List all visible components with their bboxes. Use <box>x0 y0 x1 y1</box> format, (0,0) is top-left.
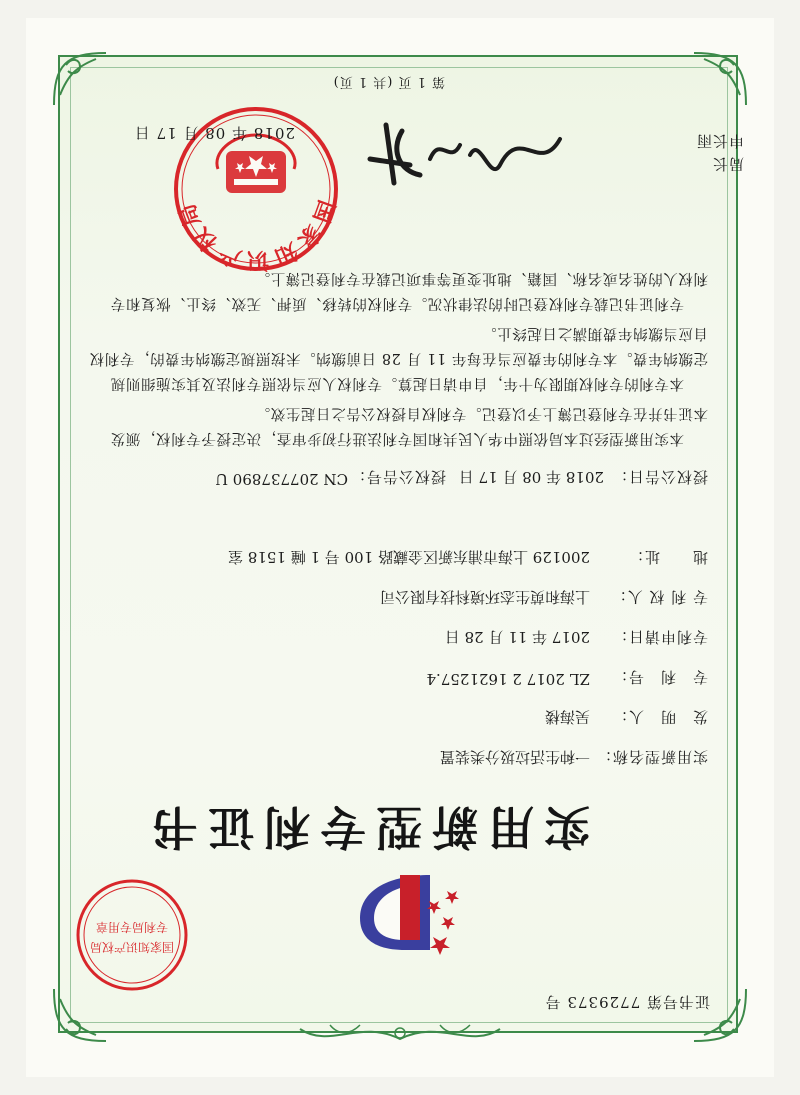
field-label-patentee: 专 利 权 人： <box>610 588 708 606</box>
body-line: 本证书并在专利登记簿上予以登记。专利权自授权公告之日起生效。 <box>255 405 708 421</box>
body-line: 利权人的姓名或名称、国籍、地址变更等事项记载在专利登记簿上。 <box>255 270 708 286</box>
field-value-name: 一种生活垃圾分类装置 <box>439 748 590 766</box>
corner-ornament-bottom-right-icon <box>46 45 116 115</box>
field-value-grant-date: 2018 年 08 月 17 日 <box>458 468 604 486</box>
page-info: 第 1 页 (共 1 页) <box>332 74 445 89</box>
svg-text:国家知识产权局 <box>173 197 340 273</box>
certificate-number-prefix: 证书号第 <box>645 993 710 1011</box>
body-line: 专利证书记载专利权登记时的法律状况。专利权的转移、质押、无效、终止、恢复和专 <box>110 295 684 311</box>
body-line: 自应当缴纳年费期满之日起终止。 <box>481 325 708 341</box>
director-name: 申长雨 <box>695 132 744 150</box>
certificate-title: 实用新型专利证书 <box>142 800 590 854</box>
corner-ornament-top-left-icon <box>684 979 754 1049</box>
field-label-application-date: 专利申请日： <box>611 628 708 646</box>
certificate-number-line <box>545 992 710 1013</box>
field-label-name: 实用新型名称： <box>595 748 708 766</box>
top-scroll-ornament-icon <box>290 1013 510 1053</box>
patent-office-logo-icon <box>340 860 460 970</box>
field-value-grant-number: CN 207737890 U <box>215 470 348 488</box>
field-value-address: 200129 上海市浦东新区金藏路 100 号 1 幢 1518 室 <box>228 548 590 566</box>
small-seal-line-2: 专利局专用章 <box>95 920 169 934</box>
field-value-patentee: 上海和萸生态环境科技有限公司 <box>379 588 590 606</box>
certificate-number-suffix: 号 <box>544 993 561 1011</box>
field-label-patent-number: 专 利 号： <box>611 668 708 686</box>
body-line: 本实用新型经过本局依照中华人民共和国专利法进行初步审查，决定授予专利权，颁发 <box>110 430 684 446</box>
patent-office-small-seal <box>72 875 192 995</box>
field-value-inventor: 吴海楼 <box>544 708 590 726</box>
field-label-inventor: 发 明 人： <box>611 708 708 726</box>
corner-ornament-bottom-left-icon <box>684 45 754 115</box>
small-seal-line-1: 国家知识产权局 <box>89 940 175 954</box>
body-line: 定缴纳年费。本专利的年费应当在每年 11 月 28 日前缴纳。未按照规定缴纳年费的，专利权 <box>89 350 708 366</box>
director-title: 局长 <box>711 155 744 173</box>
field-value-patent-number: ZL 2017 2 1621257.4 <box>426 670 590 688</box>
field-label-address: 地 址： <box>627 548 708 566</box>
field-label-grant-date: 授权公告日： <box>611 468 708 486</box>
field-value-application-date: 2017 年 11 月 28 日 <box>444 628 590 646</box>
field-label-grant-number: 授权公告号： <box>349 468 446 486</box>
director-signature <box>360 115 570 195</box>
certificate-number: 7729373 <box>566 993 641 1011</box>
issue-date: 2018 年 08 月 17 日 <box>133 124 295 142</box>
body-line: 本专利的专利权期限为十年，自申请日起算。专利权人应当依照专利法及其实施细则规 <box>110 375 684 391</box>
official-seal-text: 国家知识产权局 <box>172 196 340 273</box>
